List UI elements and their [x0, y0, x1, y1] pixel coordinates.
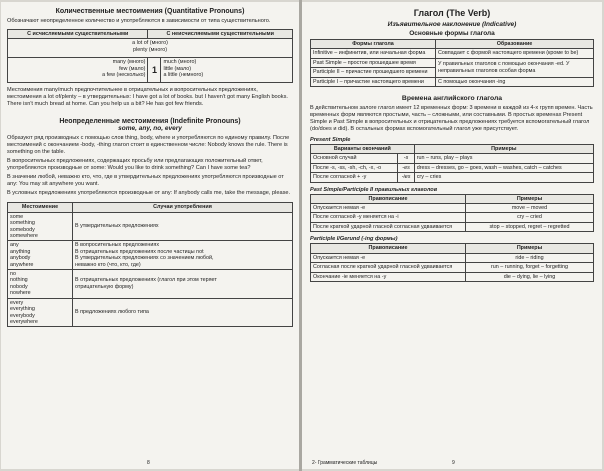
usage-row	[8, 212, 293, 241]
tenses-title: Времена английского глагола	[401, 95, 503, 103]
past-simple-table	[310, 194, 594, 233]
shared-a-lot-of: a lot of (много)	[132, 40, 168, 47]
quant-table	[7, 29, 293, 83]
pronoun-word: everything	[10, 306, 35, 313]
forms-col-how: Образование	[436, 40, 594, 49]
usage-case: В вопросительных предложениях	[75, 242, 160, 249]
part-example: ride – riding	[466, 253, 594, 262]
usage-col-cases: Случаи употребления	[73, 203, 293, 212]
form-name: Infinitive – инфинитив, или начальная форма	[311, 49, 436, 58]
usage-table	[7, 202, 293, 327]
tenses-para: В действительном залоге глагол имеет 12 временных форм: 3 времени в каждой из 4-х групп времен. Часть временных форм являются простыми, часть – сложными, или составными. В простых временах Present Simple и Past Simple в вопросительных и отрицательных предложениях требуется вспомогательный глагол (do/does и did). В остальных формах вспомогательный глагол уже присутствует.	[310, 105, 593, 133]
form-how: С помощью окончания -ing	[436, 77, 594, 86]
indef-p3: В значении любой, неважно кто, что, где в утвердительных предложениях употребляются производные от any: You may sit anywhere you want.	[7, 174, 284, 188]
right-page	[302, 2, 602, 469]
pronoun-word: somewhere	[10, 233, 38, 240]
part-example: run – running, forget – forgetting	[466, 263, 594, 272]
pronoun-word: every	[10, 299, 24, 306]
quant-uncount-cell	[161, 58, 293, 83]
forms-row	[311, 58, 594, 67]
footer-caption: 2- Грамматические таблицы	[312, 460, 378, 466]
uncount-little: little (мало)	[163, 65, 192, 72]
quant-count-cell	[8, 58, 148, 83]
form-name: Participle II – причастие прошедшего времени	[311, 68, 436, 77]
present-simple-table	[310, 144, 594, 183]
usage-case: неважно кто (что, кто, где)	[75, 261, 141, 268]
form-how: У правильных глаголов с помощью окончания -ed. У неправильных глаголов особая форма	[436, 58, 594, 77]
pronoun-word: nowhere	[10, 290, 31, 297]
past-row	[311, 204, 594, 213]
quant-shared-row	[8, 39, 293, 58]
ps-case: После согласной + -y	[311, 173, 398, 182]
quant-glyph: 1	[148, 58, 161, 83]
past-rule: После согласной -y меняется на -i	[311, 213, 466, 222]
past-example: move – moved	[466, 204, 594, 213]
ps-ending: -es	[398, 163, 414, 172]
indef-p1: Образуют ряд производных с помощью слов thing, body, where и употребляются по единому правилу. После местоимений с окончанием -body, -thing глагол стоит в единственном числе: Nobody knows the rule. There is something on the table.	[7, 135, 290, 156]
past-rule: После краткой ударной гласной согласная удваивается	[311, 222, 466, 231]
past-example: stop – stopped, regret – regretted	[466, 222, 594, 231]
pronoun-word: somebody	[10, 226, 35, 233]
participle-table	[310, 243, 594, 282]
pronoun-word: everywhere	[10, 318, 38, 325]
count-a-few: a few (несколько)	[102, 72, 146, 79]
mood-title: Изъявительное наклонение (Indicative)	[387, 21, 517, 28]
indef-p2: В вопросительных предложениях, содержащих просьбу или предлагающих положительный ответ, употребляются производные от some: Would you like to drink something? Can I have some tea?	[7, 158, 263, 172]
ps-row	[311, 154, 594, 163]
count-many: many (много)	[112, 59, 146, 66]
part-row	[311, 253, 594, 262]
pronoun-word: nothing	[10, 277, 28, 284]
past-row	[311, 222, 594, 231]
uncount-much: much (много)	[163, 59, 197, 66]
part-example: die – dying, lie – lying	[466, 272, 594, 281]
past-col-examples: Примеры	[466, 194, 594, 203]
pronoun-word: nobody	[10, 283, 28, 290]
pronoun-word: something	[10, 220, 35, 227]
usage-row	[8, 241, 293, 270]
quant-note: Местоимения many/much предпочтительнее в отрицательных и вопросительных предложениях, местоимения a lot of/plenty – в утвердительных: I have got a lot of books. but I haven't got many English books. There isn't much bread at home. Can you help us a bit? He has got few friends.	[7, 87, 288, 108]
pronoun-word: anything	[10, 248, 31, 255]
past-simple-title: Past Simple/Participle II правильных глаголов	[310, 186, 438, 193]
past-row	[311, 213, 594, 222]
page-number-right: 9	[452, 460, 455, 466]
part-col-examples: Примеры	[466, 244, 594, 253]
usage-col-pronoun: Местоимение	[8, 203, 73, 212]
past-example: cry – cried	[466, 213, 594, 222]
ps-example: dress – dresses, go – goes, wash – washes, catch – catches	[414, 163, 593, 172]
usage-row	[8, 270, 293, 299]
forms-row	[311, 49, 594, 58]
usage-case: В отрицательных предложениях (глагол при этом теряет	[75, 277, 217, 284]
pronoun-word: any	[10, 242, 19, 249]
part-rule: Согласная после краткой ударной гласной удваивается	[311, 263, 466, 272]
usage-case: В утвердительных предложениях со значением любой,	[75, 255, 214, 262]
usage-row	[8, 298, 293, 327]
ps-example: cry – cries	[414, 173, 593, 182]
usage-case: В отрицательных предложениях после частицы not	[75, 248, 204, 255]
quant-col-uncount: С неисчисляемыми существительными	[148, 30, 293, 39]
left-page	[1, 2, 299, 469]
ps-case: После -s, -ss, -sh, -ch, -x, -o	[311, 163, 398, 172]
participle-title: Participle I/Gerund (-ing формы)	[310, 236, 398, 243]
ps-ending: -ies	[398, 173, 414, 182]
ps-row	[311, 173, 594, 182]
pronoun-word: anywhere	[10, 261, 34, 268]
verb-title: Глагол (The Verb)	[413, 8, 491, 18]
forms-title: Основные формы глагола	[409, 30, 495, 37]
part-row	[311, 263, 594, 272]
quant-intro: Обозначают неопределенное количество и употребляются в зависимости от типа существительного.	[7, 18, 271, 24]
page-number-left: 8	[147, 460, 150, 466]
ps-ending: -s	[398, 154, 414, 163]
count-few: few (мало)	[119, 65, 146, 72]
ps-example: run – runs, play – plays	[414, 154, 593, 163]
ps-col-examples: Примеры	[414, 145, 593, 154]
part-rule: Окончание -ie меняется на -y	[311, 272, 466, 281]
form-how: Совпадает с формой настоящего времени (кроме to be)	[436, 49, 594, 58]
pronoun-word: everybody	[10, 312, 35, 319]
quant-title: Количественные местоимения (Quantitative Pronouns)	[55, 8, 245, 15]
part-row	[311, 272, 594, 281]
present-simple-title: Present Simple	[310, 137, 351, 144]
forms-row	[311, 77, 594, 86]
indef-subtitle: some, any, no, every	[118, 125, 182, 133]
indef-p4: В условных предложениях употребляются производные от any: If anybody calls me, take the message, please.	[7, 190, 291, 197]
part-col-rule: Правописание	[311, 244, 466, 253]
forms-col-form: Формы глагола	[311, 40, 436, 49]
ps-case: Основной случай	[311, 154, 398, 163]
usage-case: В предложениях любого типа	[75, 309, 149, 316]
pronoun-word: anybody	[10, 255, 31, 262]
usage-case: В утвердительных предложениях	[75, 223, 159, 230]
form-name: Past Simple – простое прошедшее время	[311, 58, 436, 67]
usage-case: отрицательную форму)	[75, 283, 134, 290]
ps-row	[311, 163, 594, 172]
quant-col-count: С исчисляемыми существительными	[8, 30, 148, 39]
forms-table	[310, 39, 594, 87]
uncount-a-little: a little (немного)	[163, 72, 204, 79]
indef-title: Неопределенные местоимения (Indefinite Pronouns)	[59, 118, 241, 126]
form-name: Participle I – причастие настоящего времени	[311, 77, 436, 86]
ps-col-endings: Варианты окончаний	[311, 145, 415, 154]
past-col-rule: Правописание	[311, 194, 466, 203]
pronoun-word: no	[10, 271, 16, 278]
pronoun-word: some	[10, 213, 24, 220]
past-rule: Опускается немая -e	[311, 204, 466, 213]
shared-plenty: plenty (много)	[133, 46, 167, 53]
part-rule: Опускается немая -e	[311, 253, 466, 262]
